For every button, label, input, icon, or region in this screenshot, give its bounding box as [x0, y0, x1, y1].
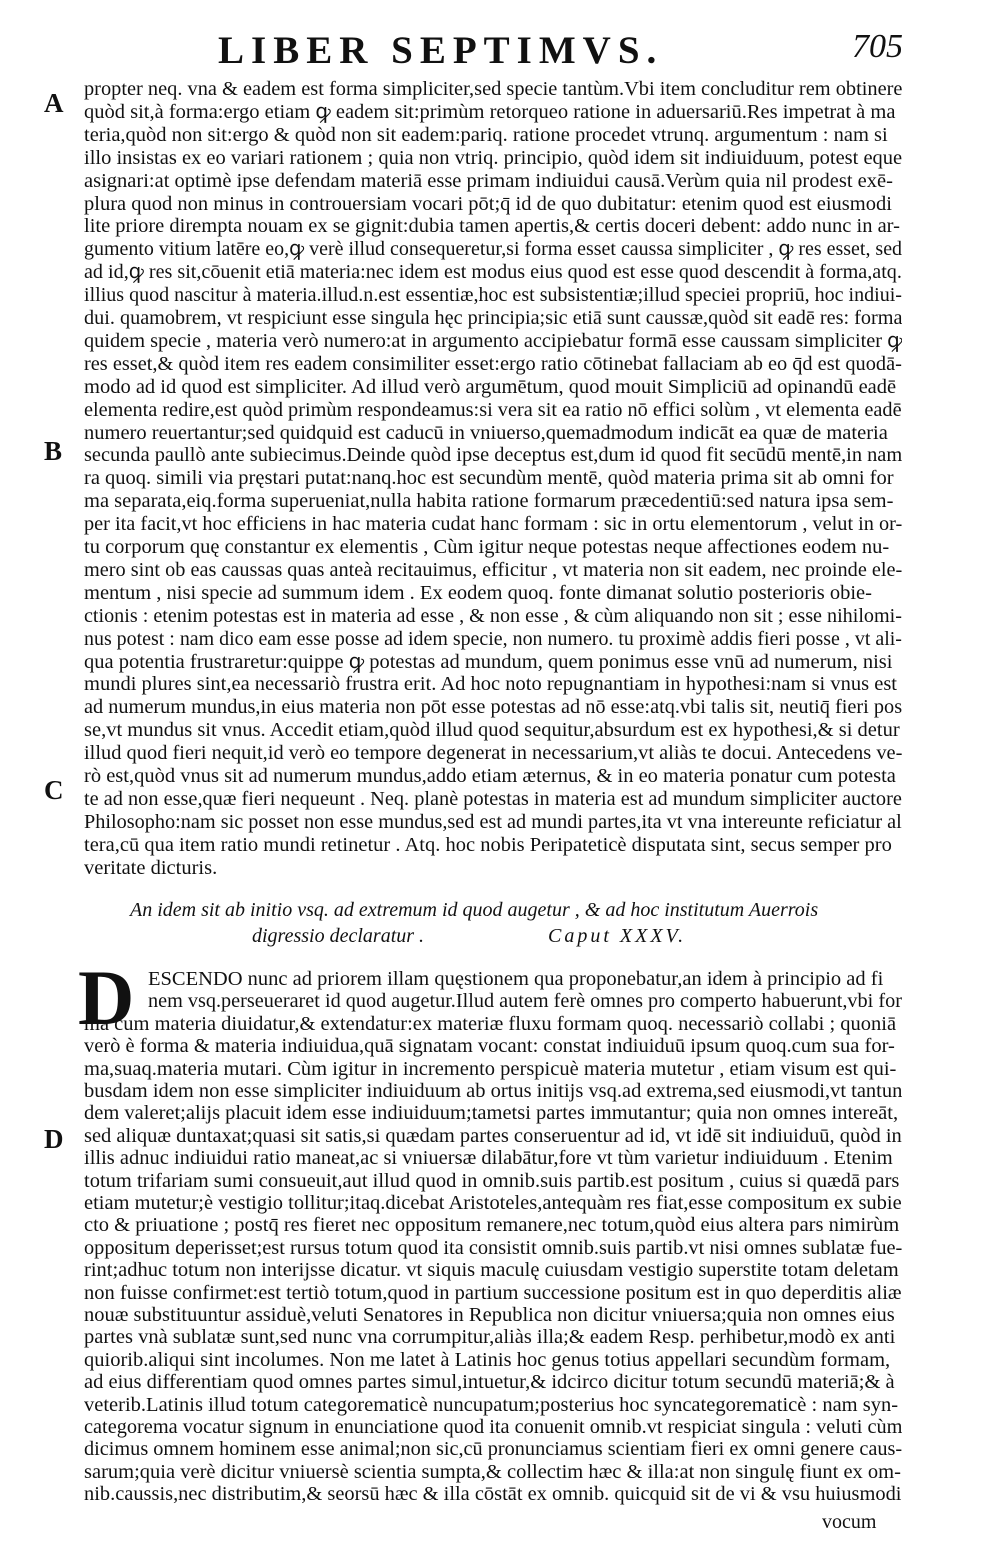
text-line: nem vsq.perseueraret id quod augetur.Illud autem ferè omnes pro comperto habuerunt,vbi for	[148, 990, 902, 1013]
text-line: dui. quamobrem, vt respiciunt esse singula hęc principia;sic etiā sunt caussæ,quòd sit eadē res: forma	[84, 307, 902, 329]
running-title: LIBER SEPTIMVS.	[218, 29, 664, 72]
margin-letter-c: C	[44, 775, 64, 805]
text-line: plura quod non minus in controuersiam vocari pōt;q̄ id de quo dubitatur: etenim quod est eiusmodi	[84, 192, 892, 215]
text-line: nib.caussis,nec distributim,& seorsū hæc & illa cōstāt ex omnib. quicquid sit de vi & vsu huiusmodi	[84, 1483, 902, 1506]
text-line: illis adnuc indiuidui ratio maneat,ac si vniuersæ dilabātur,fore vt tùm varietur indiuiduum . Etenim	[84, 1147, 893, 1170]
text-line: ma separata,eiq.forma superueniat,nulla habita ratione formarum præcedentiū:sed natura ipsa sem-	[84, 490, 894, 513]
margin-letter-a: A	[44, 88, 64, 118]
catchword: vocum	[822, 1511, 877, 1533]
text-line: ra quoq. simili via pręstari putat:nanq.hoc est secundùm mentē, quòd materia prima sit ab omni for	[84, 467, 894, 490]
chapter-number: Caput XXXV.	[548, 925, 687, 947]
text-line: categorema vocatur signum in enunciatione quod ita conuenit omnib.vt respiciat singula : veluti cùm	[84, 1416, 902, 1438]
running-head	[0, 28, 1000, 78]
text-line: Philosopho:nam sic posset non esse mundus,sed est ad mundi partes,ita vt vna intereunte reficiatur al	[84, 810, 902, 833]
text-line: partes vnà sublatæ sunt,sed nunc vna corrumpitur,aliàs illa;& eadem Resp. perhibetur,modò ex anti	[84, 1326, 896, 1349]
text-line: res esset,& quòd item res eadem consimiliter esset:ergo ratio cōtinebat fallaciam ab eo q̄d est quodā-	[84, 352, 902, 375]
text-line: sed aliquæ duntaxat;quasi sit satis,si quædam partes conseruentur ad id, vt idē sit indiuiduū, quòd in	[84, 1124, 902, 1147]
text-line: rò est,quòd vnus sit ad numerum mundus,addo etiam æternus, & in eo materia ponatur cum potesta	[84, 765, 896, 787]
text-line: modo ad id quod est simpliciter. Ad illud verò argumētum, quod mouit Simpliciū ad opinandū eadē	[84, 375, 897, 398]
text-line: oppositum deperisset;est rursus totum quod ita consistit omnib.suis partib.vt nisi omnes sublatæ fue-	[84, 1236, 902, 1259]
text-line: te ad non esse,quæ fieri nequeunt . Neq. planè potestas in materia est ad mundum simpliciter auctore	[84, 787, 902, 810]
chapter-heading	[130, 897, 830, 957]
text-line: nus potest : nam dico eam esse posse ad idem specie, non numero. tu proximè addis fieri posse , vt ali-	[84, 627, 902, 650]
text-line: qua potentia frustraretur:quippe ꝙ potestas ad mundum, quem ponimus esse vnū ad numerum, nisi	[84, 650, 893, 673]
text-line: quòd sit,à forma:ergo etiam ꝙ eadem sit:primùm retorqueo ratione in aduersariū.Res impetrat à ma	[84, 100, 896, 123]
text-line: tu corporum quę constantur ex elementis , Cùm igitur neque potestas neque affectiones eodem nu-	[84, 536, 890, 558]
text-line: ad eius differentiam quod omnes partes simul,intuetur,& idcirco dicitur totum secundū materiā;& à	[84, 1371, 895, 1394]
text-line: illius quod nascitur à materia.illud.n.est essentiæ,hoc est subsistentiæ;illud speciei propriū, hoc indiui-	[84, 284, 902, 307]
text-line: numero reuertantur;sed quidquid est caducū in vniuerso,quemadmodum indicāt ea quæ de materia	[84, 421, 888, 444]
text-line: dem valeret;alijs placuit idem esse indiuiduum;tametsi partes immutantur; quia non omnes intereāt,	[84, 1102, 899, 1125]
text-line: mundi plures sint,ea necessariò frustra erit. Ad hoc noto repugnantiam in hypothesi:nam si vnus est	[84, 673, 898, 696]
text-line: ma cum materia diuidatur,& extendatur:ex materiæ fluxu formam quoq. necessariò collabi ; quoniā	[84, 1012, 897, 1035]
text-line: verò è forma & materia indiuidua,quā signatam vocant: constat indiuiduū ipsum quoq.cum sua for-	[84, 1035, 895, 1058]
text-line: dicimus omnem hominem esse animal;non sic,cū pronunciamus scientiam fieri ex omni genere caus-	[84, 1438, 902, 1461]
drop-cap-initial: D	[78, 954, 135, 1041]
text-line: per ita facit,vt hoc efficiens in hac materia cudat hanc formam : sic in ortu elementorum , velut in or-	[84, 513, 902, 536]
text-line: ma,suaq.materia mutari. Cùm igitur in incremento perspicuè materia mutetur , etiam visum est qui-	[84, 1057, 897, 1080]
text-line: etiam mutetur;è vestigio tollitur;itaq.dicebat Aristoteles,antequàm res fiat,esse compositum ex subie	[84, 1192, 902, 1214]
text-line: sarum;quia verè dicitur vniuersè scientia sumpta,& collectim hæc & illa:at non singulę fiunt ex om-	[84, 1460, 901, 1483]
text-line: illud quod fieri nequit,id verò eo tempore degenerat in necessarium,vt aliàs te docui. Antecedens ve-	[84, 742, 902, 765]
text-line: ESCENDO nunc ad priorem illam quęstionem qua proponebatur,an idem à principio ad fi	[148, 968, 884, 990]
text-line: quiorib.aliqui sint incolumes. Non me latet à Latinis hoc genus totius appellari secundùm formam,	[84, 1348, 891, 1371]
section-one-text	[84, 76, 902, 879]
text-line: lite priore dirempta nouam ex se gignit:dubia tamen apertis,& certis doceri debent: addo nunc in ar-	[84, 215, 900, 238]
section-two-text	[84, 966, 902, 1506]
text-line: teria,quòd non sit:ergo & quòd non sit eadem:pariq. ratione procedet vtrunq. argumentum : nam si	[84, 123, 888, 146]
text-line: gumento vitium latēre eo,ꝙ verè illud consequeretur,si forma esset caussa simpliciter , ꝙ res esset, sed	[84, 238, 902, 261]
chapter-heading-line-2: digressio declaratur .	[252, 925, 425, 947]
text-line: busdam idem non esse simpliciter indiuiduum ab ortus initijs vsq.ad extrema,sed eiusmodi,vt tantun	[84, 1080, 903, 1102]
text-line: ctionis : etenim potestas est in materia ad esse , & non esse , & cùm aliquando non sit ; esse nihilomi-	[84, 604, 902, 627]
text-line: ad numerum mundus,in eius materia non pōt esse potestas ad nō esse:atq.vbi talis sit, neutiq̄ fieri pos	[84, 696, 902, 719]
text-line: non fuisse confirmet:est tertiò totum,quod in partium successione positum est in quo deperditis aliæ	[84, 1281, 902, 1304]
text-line: quidem specie , materia verò numero:at in argumento accipiebatur formā esse caussam simpliciter ꝙ	[84, 329, 902, 352]
margin-letter-b: B	[44, 436, 63, 466]
page-number: 705	[852, 28, 903, 65]
text-line: nouæ substituuntur assiduè,veluti Senatores in Republica non dicitur vniuersa;quia non omnes eius	[84, 1304, 895, 1326]
text-line: propter neq. vna & eadem est forma simpliciter,sed specie tantùm.Vbi item concluditur rem obtinere	[84, 78, 902, 100]
text-line: rint;adhuc totum non interijsse dicatur. vt siquis maculę cuiusdam vestigio superstite totam deletam	[84, 1259, 899, 1282]
text-line: secunda paullò ante subiecimus.Deinde quòd ipse deceptus est,dum id quod fit secūdū mentē,in nam	[84, 444, 902, 467]
text-line: elementa redire,est quòd primùm respondeamus:si vera sit ea ratio nō effici solùm , vt elementa eadē	[84, 398, 902, 421]
text-line: ad id,ꝙ res sit,cōuenit etiā materia:nec idem est modus eius quod est esse quod descendit à forma,atq.	[84, 261, 902, 284]
text-line: veritate dicturis.	[84, 856, 218, 879]
text-line: asignari:at optimè ipse defendam materiā esse primam indiuidui causā.Verùm quia nil prodest exē-	[84, 169, 893, 192]
margin-letter-d: D	[44, 1124, 64, 1154]
text-line: mero sint ob eas caussas quas anteà recitauimus, efficitur , vt materia non sit eadem, nec proinde ele-	[84, 558, 902, 581]
chapter-heading-line-1: An idem sit ab initio vsq. ad extremum id quod augetur , & ad hoc institutum Auerrois	[130, 899, 819, 921]
text-line: illo insistas ex eo variari rationem ; quia non vtriq. principio, quòd idem sit indiuiduum, potest eque	[84, 146, 902, 169]
text-line: mentum , nisi specie ad summum idem . Ex eodem quoq. fonte dimanat solutio posterioris obie-	[84, 581, 872, 604]
text-line: veterib.Latinis illud totum categorematicè nuncupatum;posterius hoc syncategorematicè : nam syn-	[84, 1393, 899, 1416]
text-line: se,vt mundus sit vnus. Accedit etiam,quòd illud quod sequitur,absurdum est ex hypothesi,& si detur	[84, 719, 900, 742]
text-line: cto & priuatione ; postq̄ res fieret nec oppositum remanere,nec totum,quòd eius altera pars nimirùm	[84, 1214, 900, 1237]
text-line: tera,cū qua item ratio mundi retinetur . Atq. hoc nobis Peripateticè disputata sint, secus semper pro	[84, 833, 892, 856]
text-line: totum trifariam sumi consueuit,aut illud quod in omnib.suis partib.est positum , cuius si quædā pars	[84, 1169, 900, 1192]
